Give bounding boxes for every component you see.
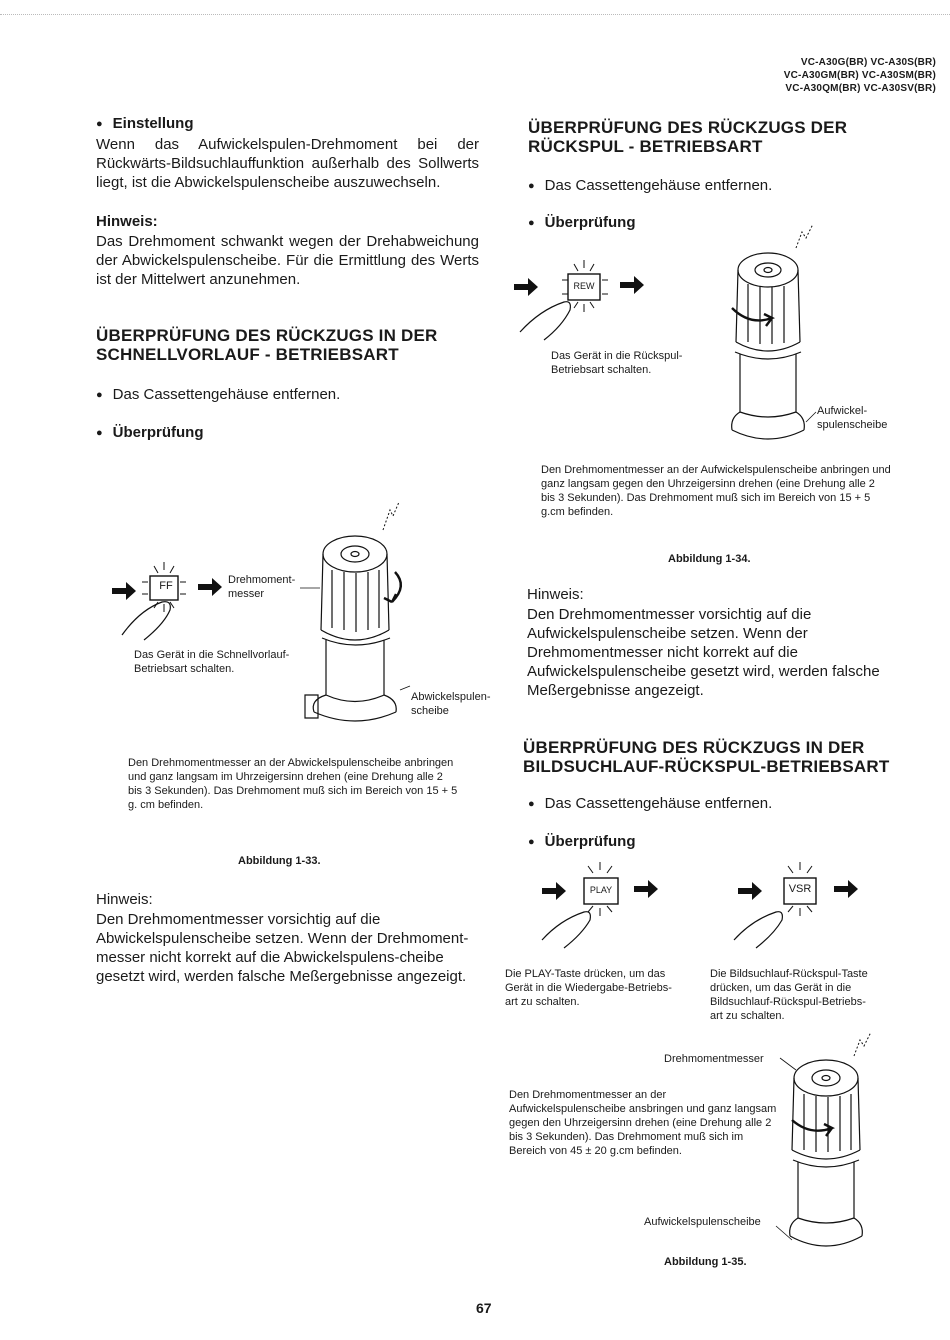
rew-hint-title: Hinweis: [527, 586, 584, 603]
rew-bullet-remove: ● Das Cassettengehäuse entfernen. [528, 177, 772, 196]
arrow-right-icon [738, 882, 762, 900]
rotate-arrow-icon [384, 572, 401, 602]
finger-icon [734, 912, 782, 948]
rew-description: Den Drehmomentmesser an der Aufwickelspulenscheibe anbringen und ganz langsam gegen den Uhrzeigersinn drehen (eine Drehung alle 2 bis 3 Sekunden). Das Drehmoment muß sich im Bereich von 15 + 5 g.cm befinden. [541, 464, 891, 518]
ff-label-disk: Abwickelspulen- scheibe [411, 691, 491, 717]
pointer-icon [383, 502, 399, 530]
vsr-label-play: Die PLAY-Taste drücken, um das Gerät in die Wiedergabe-Betriebs- art zu schalten. [505, 968, 672, 1008]
pointer-icon [796, 224, 813, 248]
heading-line: ÜBERPRÜFUNG DES RÜCKZUGS IN DER [96, 326, 438, 345]
rotate-arrow-icon [732, 308, 772, 326]
section-vsr-heading [523, 738, 889, 776]
torque-meter-icon [305, 536, 396, 721]
vsr-description: Den Drehmomentmesser an der Aufwickelspulenscheibe ansbringen und ganz langsam gegen den Uhrzeigersinn drehen (eine Drehung alle 2 bis 3 Sekunden). Das Drehmoment muß sich im Bereich von 45 ± 20 g.cm befinden. [509, 1089, 777, 1157]
rotate-arrow-icon [792, 1120, 832, 1136]
finger-icon [122, 602, 170, 640]
heading-line: ÜBERPRÜFUNG DES RÜCKZUGS DER [528, 118, 848, 137]
model-line: VC-A30QM(BR) VC-A30SV(BR) [785, 83, 936, 94]
arrow-right-icon [514, 278, 538, 296]
ff-hint-title: Hinweis: [96, 891, 153, 908]
page-number: 67 [476, 1300, 492, 1316]
arrow-right-icon [198, 578, 222, 596]
ff-hint-text: Den Drehmomentmesser vorsichtig auf die Abwickelspulenscheibe setzen. Wenn der Drehmoment- messer nicht korrekt auf die Abwickelspulens-cheibe gesetzt wird, werden falsche Meßergebnisse angezeigt. [96, 911, 469, 985]
ff-bullet-remove: ● Das Cassettengehäuse entfernen. [96, 386, 340, 405]
rew-label-mode: Das Gerät in die Rückspul- Betriebsart schalten. [551, 350, 683, 376]
model-line: VC-A30G(BR) VC-A30S(BR) [800, 57, 936, 68]
vsr-label-vsr: Die Bildsuchlauf-Rückspul-Taste drücken, um das Gerät in die Bildsuchlauf-Rückspul-Betriebs- art zu schalten. [710, 968, 868, 1022]
einstellung-text: Wenn das Aufwickelspulen-Drehmoment bei der Rückwärts-Bildsuchlauffunktion außerhalb des Sollwerts liegt, ist die Abwickelspulenscheibe auszuwechseln. [96, 136, 479, 191]
arrow-right-icon [834, 880, 858, 898]
vsr-label-meter: Drehmomentmesser [664, 1053, 764, 1065]
ff-bullet-check: ● Überprüfung [96, 424, 203, 443]
torque-meter-icon [790, 1060, 863, 1246]
ff-description: Den Drehmomentmesser an der Abwickelspulenscheibe anbringen und ganz langsam im Uhrzeigersinn drehen (eine Drehung alle 2 bis 3 Sekunden). Das Drehmoment muß sich im Bereich von 15 + 5 g. cm befinden. [128, 757, 458, 811]
einstellung-hint-title: Hinweis: [96, 213, 158, 230]
arrow-right-icon [634, 880, 658, 898]
rew-bullet-check: ● Überprüfung [528, 214, 635, 233]
model-list [784, 56, 936, 95]
figure-caption-1-33: Abbildung 1-33. [238, 855, 321, 867]
figure-vsr-torque-meter [770, 1030, 880, 1260]
vsr-bullet-check: ● Überprüfung [528, 833, 635, 852]
einstellung-hint-text: Das Drehmoment schwankt wegen der Drehabweichung der Abwickelspulenscheibe. Für die Ermittlung des Werts ist der Mittelwert anzunehmen. [96, 233, 479, 288]
vsr-bullet-remove: ● Das Cassettengehäuse entfernen. [528, 795, 772, 814]
ff-label-mode: Das Gerät in die Schnellvorlauf- Betriebsart schalten. [134, 649, 290, 675]
section-ff-heading [96, 326, 438, 364]
heading-line: BILDSUCHLAUF-RÜCKSPUL-BETRIEBSART [523, 757, 890, 776]
figure-caption-1-34: Abbildung 1-34. [668, 553, 751, 565]
arrow-right-icon [620, 276, 644, 294]
model-line: VC-A30GM(BR) VC-A30SM(BR) [783, 70, 936, 81]
rew-button-label: REW [573, 281, 595, 291]
rew-hint-text: Den Drehmomentmesser vorsichtig auf die Aufwickelspulenscheibe setzen. Wenn der Drehmomentmesser nicht korrekt auf die Aufwickelspulenscheibe gesetzt wird, werden falsche Meßergebnisse angezeigt. [527, 606, 880, 699]
heading-line: SCHNELLVORLAUF - BETRIEBSART [96, 345, 399, 364]
play-button-label: PLAY [589, 885, 613, 895]
vsr-label-disk: Aufwickelspulenscheibe [644, 1216, 761, 1228]
ff-label-meter: Drehmoment- messer [228, 574, 296, 600]
finger-icon [542, 912, 590, 948]
arrow-right-icon [542, 882, 566, 900]
heading-line: RÜCKSPUL - BETRIEBSART [528, 137, 763, 156]
rew-label-disk: Aufwickel- spulenscheibe [817, 405, 888, 431]
vsr-button-label: VSR [788, 883, 812, 895]
torque-meter-icon [732, 253, 805, 439]
einstellung-title: ● Einstellung [96, 115, 194, 134]
finger-icon [520, 302, 570, 340]
ff-button-label: FF [159, 580, 173, 592]
figure-caption-1-35: Abbildung 1-35. [664, 1256, 747, 1268]
figure-vsr-buttons [538, 856, 878, 966]
arrow-right-icon [112, 582, 136, 600]
heading-line: ÜBERPRÜFUNG DES RÜCKZUGS IN DER [523, 738, 865, 757]
section-rew-heading [528, 118, 847, 156]
top-scan-line [0, 14, 950, 15]
pointer-icon [854, 1032, 871, 1056]
